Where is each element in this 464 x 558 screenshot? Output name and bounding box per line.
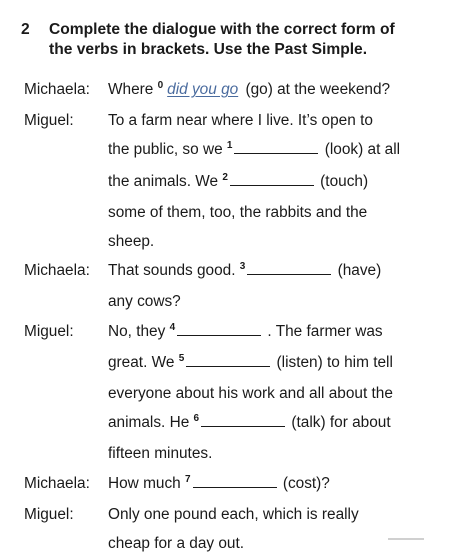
dialogue-text: . The farmer was: [263, 322, 383, 340]
speaker-name: Michaela:: [24, 262, 90, 280]
dialogue-line: [108, 317, 454, 348]
dialogue-text: Where: [108, 81, 158, 98]
dialogue-text: Only one pound each, which is really: [108, 505, 359, 523]
dialogue-text: any cows?: [108, 293, 181, 311]
speaker-name: Miguel:: [24, 505, 74, 523]
dialogue-text: How much: [108, 474, 185, 492]
instruction-line: the verbs in brackets. Use the Past Simple.: [49, 41, 368, 58]
speaker-name: Michaela:: [24, 474, 90, 492]
dialogue-text: (look) at all: [320, 141, 401, 159]
speaker-name: Michaela:: [24, 81, 90, 98]
dialogue-turn: [24, 317, 454, 469]
gap-number: 2: [222, 171, 228, 183]
dialogue-line: [108, 256, 454, 287]
dialogue-text: (have): [333, 262, 382, 280]
dialogue-line: [108, 167, 454, 198]
gap-number: 0: [157, 80, 164, 91]
gap-number: 3: [239, 261, 246, 273]
exercise-instruction: [49, 20, 449, 60]
instruction-line: Complete the dialogue with the correct form of: [49, 21, 395, 38]
dialogue-line: [108, 135, 454, 166]
exercise-number: 2: [21, 21, 30, 38]
dialogue-line: [108, 500, 454, 529]
dialogue-text: fifteen minutes.: [108, 445, 213, 463]
speaker-name: Miguel:: [24, 322, 74, 340]
answer-blank[interactable]: [247, 262, 331, 275]
speaker-name: Miguel:: [24, 112, 74, 130]
dialogue-turn: [24, 256, 454, 316]
dialogue-turn: [24, 500, 454, 558]
dialogue-turn: [24, 469, 454, 500]
dialogue-line: [108, 408, 454, 439]
dialogue-text: great. We: [108, 353, 179, 371]
dialogue-text: some of them, too, the rabbits and the: [108, 203, 368, 221]
dialogue-text: (go) at the weekend?: [241, 81, 391, 98]
gap-number: 5: [178, 352, 185, 364]
dialogue-text: (listen) to him tell: [272, 353, 393, 371]
dialogue-text: animals. He: [108, 414, 194, 432]
dialogue-line: [108, 379, 454, 408]
dialogue-line: [108, 439, 454, 468]
dialogue-line: [108, 227, 454, 256]
answer-blank[interactable]: [201, 414, 285, 427]
gap-number: 4: [169, 321, 176, 333]
dialogue-text: That sounds good.: [108, 262, 240, 280]
answer-blank[interactable]: [177, 323, 261, 336]
dialogue-text: (cost)?: [278, 474, 330, 492]
answer-blank[interactable]: [230, 173, 314, 186]
dialogue-text: everyone about his work and all about the: [108, 385, 393, 403]
dialogue-line: [108, 198, 454, 227]
dialogue-line: [108, 287, 454, 316]
dialogue-text: the animals. We: [108, 172, 223, 190]
answer-blank[interactable]: [193, 475, 277, 488]
dialogue-line: [108, 75, 454, 106]
gap-number: 7: [184, 473, 191, 485]
dialogue-text: the public, so we: [108, 141, 227, 159]
dialogue-turn: [24, 106, 454, 256]
dialogue-line: [108, 348, 454, 379]
page-edge-mark: [388, 538, 424, 540]
dialogue-text: sheep.: [108, 233, 155, 251]
dialogue-text: (talk) for about: [287, 414, 391, 432]
dialogue-text: cheap for a day out.: [108, 535, 245, 553]
gap-number: 6: [193, 413, 200, 425]
dialogue: [24, 75, 454, 558]
dialogue-text: (touch): [315, 172, 369, 190]
dialogue-line: [108, 106, 454, 135]
dialogue-text: To a farm near where I live. It’s open to: [108, 112, 373, 130]
dialogue-turn: [24, 75, 454, 106]
answer-blank[interactable]: [186, 354, 270, 367]
answer-blank[interactable]: [234, 141, 318, 154]
dialogue-text: No, they: [108, 322, 170, 340]
example-answer: did you go: [167, 81, 239, 98]
dialogue-line: [108, 469, 454, 500]
gap-number: 1: [226, 140, 233, 152]
